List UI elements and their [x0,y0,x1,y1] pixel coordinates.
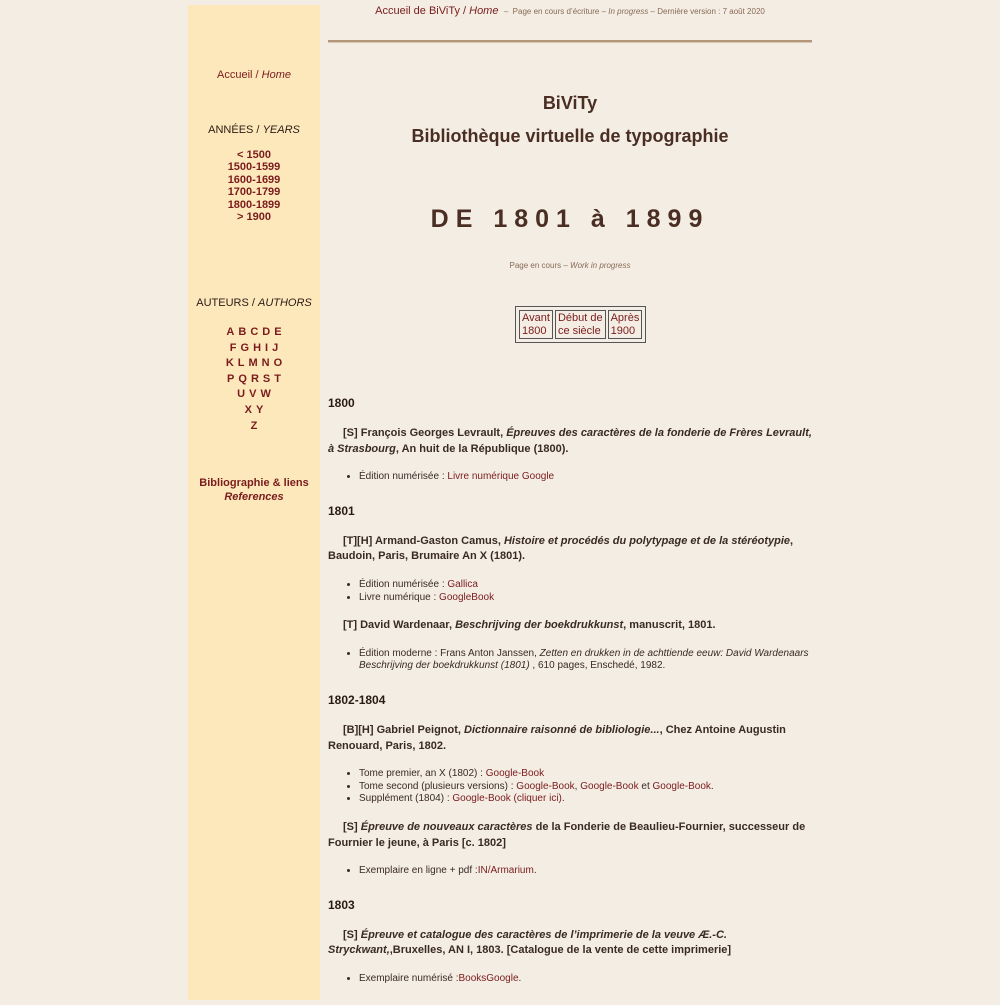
resource-item [359,579,812,592]
author-letter-link[interactable]: K [225,357,234,370]
bibliography-link[interactable] [188,476,320,504]
resource-link[interactable]: BooksGoogle [458,972,519,984]
resource-tail: . [533,865,537,877]
year-link[interactable]: > 1900 [237,211,271,224]
resource-label: Supplément (1804) : [359,793,453,805]
entry-publication: , An huit de la République (1800). [395,442,569,455]
author-letter-link[interactable]: R [250,372,259,385]
period-nav-line: 1800 [522,324,547,337]
author-letter-link[interactable]: C [250,326,259,338]
sidebar [188,5,320,1000]
resource-item [359,768,812,781]
authors-letter-index [188,325,320,434]
period-nav-cell[interactable] [608,310,643,339]
entry-publication: ,Bruxelles, AN I, 1803. [Catalogue de la vente de cette imprimerie] [389,944,732,957]
resource-separator: , [574,780,581,792]
resource-link[interactable]: Google-Book [516,780,575,792]
bibliography-entry [328,426,812,457]
year-link[interactable]: 1600-1699 [227,173,281,186]
resource-label: Édition moderne : Frans Anton Janssen, [359,647,540,659]
entry-title: Beschrijving der boekdrukkunst [455,619,624,632]
resource-list [328,471,812,484]
letter-row [188,372,320,388]
year-heading: 1803 [328,897,355,912]
resource-list [328,579,812,604]
site-title: BiViTy [542,93,598,113]
resource-link[interactable]: Google-Book [580,780,639,792]
author-letter-link[interactable]: O [273,357,283,370]
year-link[interactable]: 1800-1899 [227,198,281,211]
entry-title: Histoire et procédés du polytypage et de la stéréotypie [503,534,791,547]
author-letter-link[interactable]: Y [256,403,264,416]
resource-tail: . [561,793,565,805]
work-in-progress-note: Page en cours – Work in progress [509,261,631,270]
resource-tail: , 610 pages, Enschedé, 1982. [529,660,666,672]
period-nav-line: Après [610,312,640,324]
resource-item [359,781,812,794]
author-letter-link[interactable]: D [262,326,271,338]
bibliography-entry [328,820,812,851]
site-subtitle: Bibliothèque virtuelle de typographie [411,126,729,146]
resource-tail: . [710,780,714,792]
year-link[interactable]: 1700-1799 [227,186,281,199]
author-letter-link[interactable]: W [260,388,271,401]
resource-item [359,471,812,484]
home-label-en: Home [261,69,291,81]
resource-label: Exemplaire en ligne + pdf : [359,865,478,877]
entry-author: [S] [343,820,361,833]
author-letter-link[interactable]: I [265,341,269,354]
author-letter-link[interactable]: S [262,372,271,385]
resource-link[interactable]: Gallica [447,578,478,590]
main-content [328,396,812,1005]
resource-item [359,793,812,806]
resource-label: Édition numérisée : [359,578,448,590]
period-nav-line: Début de [557,312,603,324]
year-heading: 1801 [328,503,355,518]
entry-publication: , manuscrit, 1801. [623,619,716,632]
top-home-link[interactable]: Accueil de BiViTy / Home [375,5,499,17]
resource-list [328,768,812,806]
resource-item [359,865,812,878]
author-letter-link[interactable]: X [244,403,252,416]
resource-title: Zetten en drukken in de achttiende eeuw: David Wardenaars Beschrijving der boekdrukkunst (1801) [359,647,809,672]
page-status: – Page en cours d’écriture – In progress – Dernière version : 7 août 2020 [501,7,765,16]
resource-label: Tome second (plusieurs versions) : [359,780,517,792]
resource-link[interactable]: Google-Book [485,768,545,780]
years-heading: ANNÉES / YEARS [208,124,300,136]
entry-title: Épreuve et catalogue des caractères de l’imprimerie de la veuve Æ.-C. Stryckwant, [328,928,727,957]
resource-list [328,973,812,986]
entry-title: Épreuve de nouveaux caractères [360,820,533,833]
period-nav-cell[interactable] [519,310,553,339]
entry-title: Dictionnaire raisonné de bibliologie... [464,723,660,736]
period-nav-line: ce siècle [557,324,601,337]
bibliography-entry [328,618,812,634]
resource-list [328,865,812,878]
references-label: References [224,491,284,503]
sidebar-home-link[interactable] [188,69,320,81]
period-nav-line: 1900 [610,324,636,337]
author-letter-link[interactable]: H [253,341,262,354]
letter-row [188,403,320,419]
author-letter-link[interactable]: Z [250,419,258,432]
bibliography-entry [328,723,812,754]
letter-row [188,341,320,357]
section-spacer [328,999,812,1005]
author-letter-link[interactable]: F [229,341,237,354]
entry-author: [T] David Wardenaar, [343,619,456,632]
author-letter-link[interactable]: M [248,357,258,370]
period-nav-cell[interactable] [555,310,606,339]
resource-link[interactable]: Livre numérique Google [447,471,555,483]
resource-label: Édition numérisée : [359,471,448,483]
resource-separator: et [638,780,653,792]
author-letter-link[interactable]: N [261,357,270,370]
year-link[interactable]: 1500-1599 [227,161,281,174]
entry-author: [S] François Georges Levrault, [343,427,507,439]
top-navigation [328,5,812,17]
entry-title: Épreuves des caractères de la fonderie de Frères Levrault, à Strasbourg [328,427,812,455]
resource-label: Exemplaire numérisé : [359,972,459,984]
author-letter-link[interactable]: J [272,341,279,354]
period-nav-table [515,306,646,343]
letter-row [188,387,320,403]
entry-author: [S] [343,928,361,941]
author-letter-link[interactable]: L [237,357,245,370]
author-letter-link[interactable]: T [274,372,281,385]
resource-label: Livre numérique : [359,591,440,603]
header-divider [328,40,812,43]
letter-row [188,419,320,435]
entry-publication: , Baudoin, Paris, Brumaire An X (1801). [328,534,794,563]
author-letter-link[interactable]: G [240,341,250,354]
author-letter-link[interactable]: E [274,326,282,338]
bibliography-label: Bibliographie & liens [199,477,309,489]
entry-author: [T][H] Armand-Gaston Camus, [343,534,504,547]
author-letter-link[interactable]: A [226,326,235,338]
resource-item [359,973,812,986]
home-label-fr: Accueil / [217,69,259,81]
bibliography-entry [328,928,812,959]
entry-publication: de la Fonderie de Beaulieu-Fournier, successeur de Fournier le jeune, à Paris [c. 1802] [328,820,806,849]
year-link[interactable]: < 1500 [237,149,271,161]
resource-label: Tome premier, an X (1802) : [359,768,486,780]
period-nav-line: Avant [522,312,550,324]
page-title: DE 1801 à 1899 [430,205,710,233]
author-letter-link[interactable]: B [238,326,247,338]
letter-row [188,356,320,372]
entry-author: [B][H] Gabriel Peignot, [343,723,464,736]
resource-item [359,592,812,605]
resource-tail: . [518,972,522,984]
author-letter-link[interactable]: U [237,388,246,401]
bibliography-entry [328,534,812,565]
author-letter-link[interactable]: V [249,388,257,401]
year-heading: 1800 [328,396,355,410]
resource-item [359,648,812,673]
resource-link[interactable]: Google-Book [652,780,711,792]
authors-heading: AUTEURS / AUTHORS [196,297,312,309]
resource-link[interactable]: IN/Armarium [477,865,534,877]
years-list [188,149,320,223]
letter-row [188,325,320,341]
resource-link[interactable]: Google-Book (cliquer ici) [452,793,562,805]
resource-list [328,648,812,673]
author-letter-link[interactable]: Q [238,372,247,385]
resource-link[interactable]: GoogleBook [439,591,495,603]
entry-publication: , Chez Antoine Augustin Renouard, Paris, 1802. [328,723,786,752]
author-letter-link[interactable]: P [227,372,235,385]
year-heading: 1802-1804 [328,692,386,707]
